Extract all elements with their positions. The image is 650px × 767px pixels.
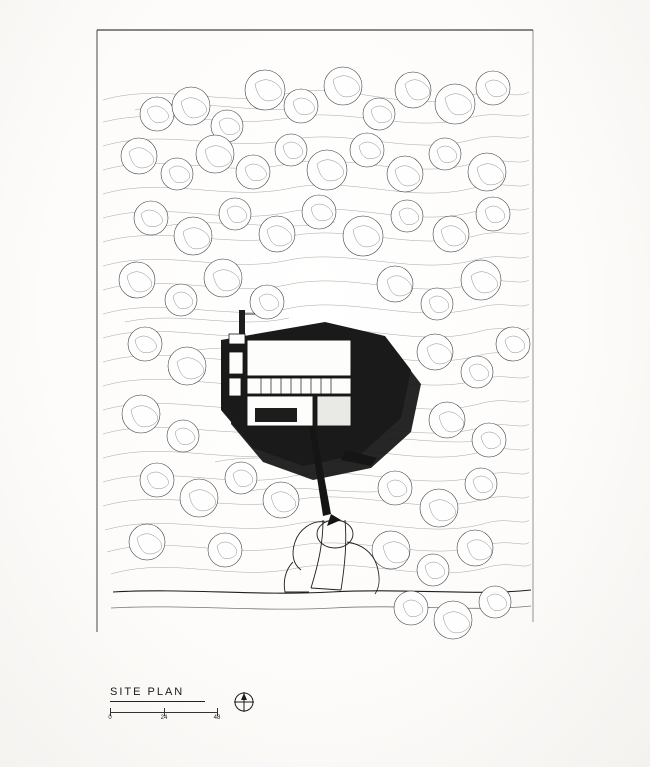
site-plan-svg (95, 22, 535, 642)
street-edge (111, 590, 531, 609)
caption-underline (110, 701, 205, 702)
stipple-band (95, 22, 535, 82)
site-plan-drawing (95, 22, 535, 642)
driveway (284, 520, 379, 594)
scale-label-1: 24 (160, 715, 168, 721)
drawing-title: SITE PLAN (110, 686, 185, 698)
north-arrow-icon (232, 690, 256, 714)
scale-bar (110, 706, 230, 724)
scale-label-0: 0 (108, 715, 112, 721)
scale-label-2: 48 (213, 715, 221, 721)
